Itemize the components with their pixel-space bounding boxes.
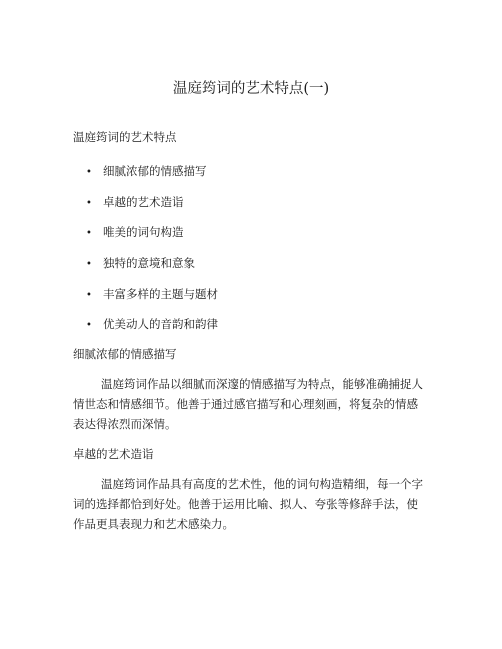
list-item <box>86 317 218 333</box>
paragraph-line: 温庭筠词作品以细腻而深邃的情感描写为特点，能够准确捕捉人 <box>101 377 423 391</box>
bullet-icon: • <box>86 259 92 270</box>
paragraph-line: 温庭筠词作品具有高度的艺术性，他的词句构造精细，每一个字 <box>101 477 423 491</box>
section-paragraph <box>73 374 429 434</box>
bullet-icon: • <box>86 290 92 301</box>
list-item-text: 独特的意境和意象 <box>103 256 195 270</box>
list-item-text: 优美动人的音韵和韵律 <box>103 317 218 331</box>
bullet-icon: • <box>86 320 92 331</box>
list-item <box>86 225 184 241</box>
section-heading: 卓越的艺术造诣 <box>73 447 154 461</box>
bullet-icon: • <box>86 167 92 178</box>
list-item-text: 细腻浓郁的情感描写 <box>103 164 207 178</box>
paragraph-line: 表达得浓烈而深情。 <box>73 417 177 431</box>
list-item <box>86 164 207 180</box>
list-item-text: 卓越的艺术造诣 <box>103 195 184 209</box>
intro-heading: 温庭筠词的艺术特点 <box>73 130 177 144</box>
section-heading: 细腻浓郁的情感描写 <box>73 347 177 361</box>
paragraph-line: 词的选择都恰到好处。他善于运用比喻、拟人、夸张等修辞手法，使 <box>73 497 418 511</box>
bullet-icon: • <box>86 228 92 239</box>
list-item <box>86 256 195 272</box>
list-item-text: 丰富多样的主题与题材 <box>103 287 218 301</box>
document-title: 温庭筠词的艺术特点(一) <box>172 81 330 97</box>
paragraph-line: 作品更具表现力和艺术感染力。 <box>73 517 234 531</box>
list-item-text: 唯美的词句构造 <box>103 225 184 239</box>
section-paragraph <box>73 474 429 534</box>
bullet-icon: • <box>86 198 92 209</box>
paragraph-line: 情世态和情感细节。他善于通过感官描写和心理刻画，将复杂的情感 <box>73 397 418 411</box>
list-item <box>86 195 184 211</box>
list-item <box>86 287 218 303</box>
